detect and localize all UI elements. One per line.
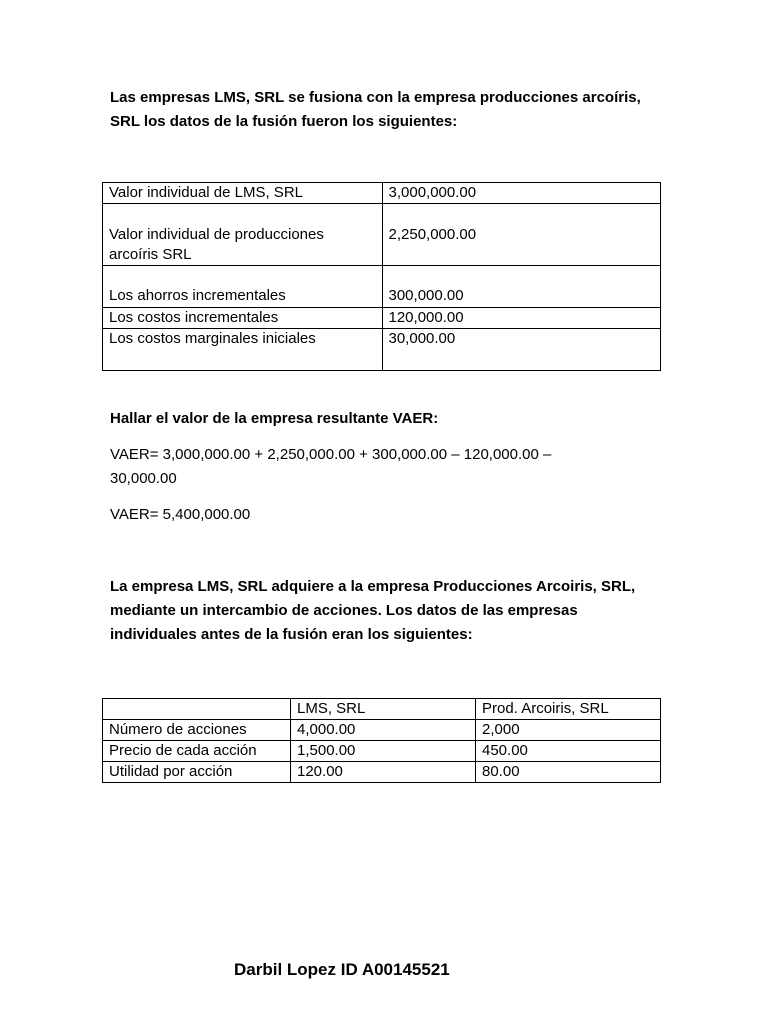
formula-result: VAER= 5,400,000.00 xyxy=(110,506,251,523)
table-cell: 2,250,000.00 xyxy=(382,204,661,266)
merger-values-table xyxy=(102,182,661,371)
table-row xyxy=(103,183,661,204)
table-cell: 30,000.00 xyxy=(382,329,661,371)
table-cell: Número de acciones xyxy=(103,720,291,741)
companies-data-table xyxy=(102,698,661,783)
formula-line-2: 30,000.00 xyxy=(110,470,177,487)
table-cell: Utilidad por acción xyxy=(103,762,291,783)
table-row xyxy=(103,204,661,266)
table-cell: 80.00 xyxy=(476,762,661,783)
table-row xyxy=(103,266,661,308)
section-heading: Hallar el valor de la empresa resultante VAER: xyxy=(110,410,439,427)
table-cell: 450.00 xyxy=(476,741,661,762)
intro2-line-1: La empresa LMS, SRL adquiere a la empresa Producciones Arcoiris, SRL, xyxy=(110,578,636,595)
table-cell: 4,000.00 xyxy=(291,720,476,741)
table-cell: 300,000.00 xyxy=(382,266,661,308)
table-header-row xyxy=(103,699,661,720)
table-cell: Precio de cada acción xyxy=(103,741,291,762)
table-cell: Valor individual de LMS, SRL xyxy=(103,183,383,204)
table-cell: Los ahorros incrementales xyxy=(103,266,383,308)
table-row xyxy=(103,762,661,783)
table-cell: 3,000,000.00 xyxy=(382,183,661,204)
table-cell-text: arcoíris SRL xyxy=(109,246,192,263)
table-cell: Los costos incrementales xyxy=(103,308,383,329)
table-row xyxy=(103,329,661,371)
table-cell: 120.00 xyxy=(291,762,476,783)
table-row xyxy=(103,720,661,741)
table-cell: 120,000.00 xyxy=(382,308,661,329)
table-cell: 2,000 xyxy=(476,720,661,741)
table-cell: Los costos marginales iniciales xyxy=(103,329,383,371)
formula-line-1: VAER= 3,000,000.00 + 2,250,000.00 + 300,000.00 – 120,000.00 – xyxy=(110,446,552,463)
table-cell xyxy=(103,204,383,266)
author-footer: Darbil Lopez ID A00145521 xyxy=(234,960,450,979)
table-header-cell xyxy=(103,699,291,720)
table-header-cell: Prod. Arcoiris, SRL xyxy=(476,699,661,720)
intro-line-1: Las empresas LMS, SRL se fusiona con la empresa producciones arcoíris, xyxy=(110,89,641,106)
table-row xyxy=(103,308,661,329)
intro2-line-2: mediante un intercambio de acciones. Los datos de las empresas xyxy=(110,602,578,619)
table-cell-text: Valor individual de producciones xyxy=(109,226,324,243)
intro-line-2: SRL los datos de la fusión fueron los siguientes: xyxy=(110,113,458,130)
table-header-cell: LMS, SRL xyxy=(291,699,476,720)
table-row xyxy=(103,741,661,762)
table-cell: 1,500.00 xyxy=(291,741,476,762)
intro2-line-3: individuales antes de la fusión eran los siguientes: xyxy=(110,626,473,643)
